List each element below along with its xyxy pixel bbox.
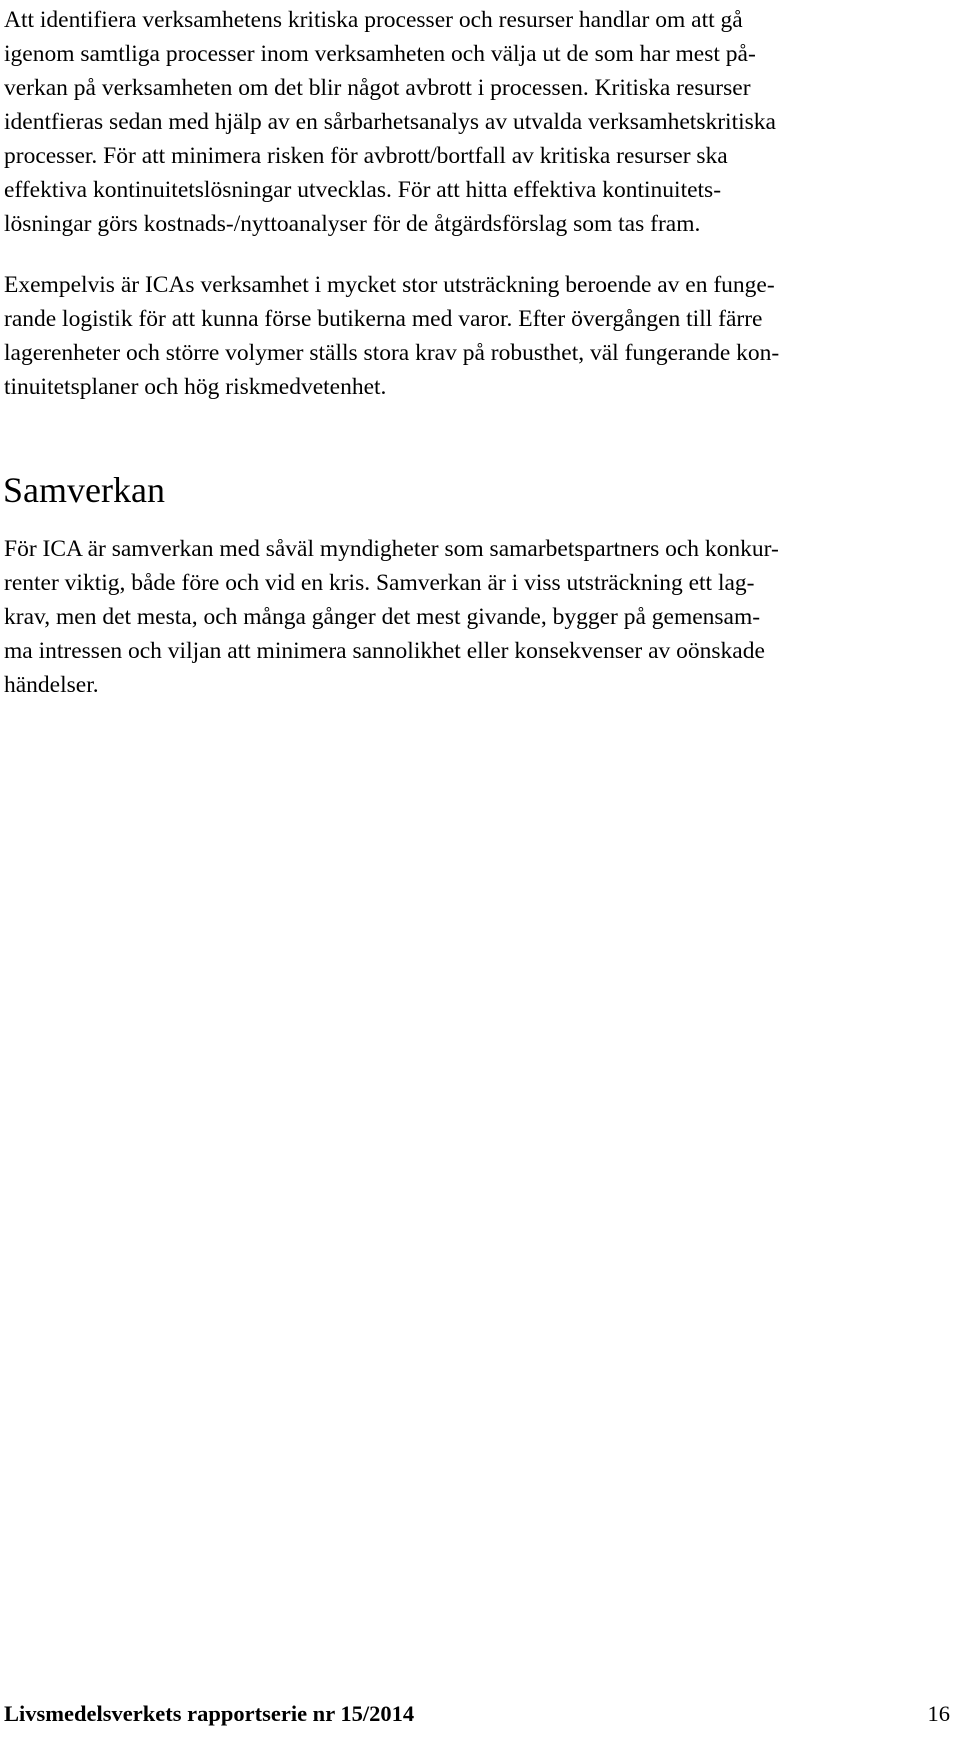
text-line: identfieras sedan med hjälp av en sårbarhetsanalys av utvalda verksamhetskritiska xyxy=(4,109,776,135)
text-line: verkan på verksamheten om det blir något avbrott i processen. Kritiska resurser xyxy=(4,75,751,101)
text-line: ma intressen och viljan att minimera sannolikhet eller konsekvenser av oönskade xyxy=(4,638,765,664)
section-heading: Samverkan xyxy=(3,470,165,510)
text-line: händelser. xyxy=(4,672,99,698)
text-line: Att identifiera verksamhetens kritiska processer och resurser handlar om att gå xyxy=(4,7,743,33)
footer-divider xyxy=(4,1693,956,1694)
text-line: tinuitetsplaner och hög riskmedvetenhet. xyxy=(4,374,387,400)
footer-series-title: Livsmedelsverkets rapportserie nr 15/2014 xyxy=(4,1701,415,1726)
text-line: Exempelvis är ICAs verksamhet i mycket stor utsträckning beroende av en funge- xyxy=(4,272,775,298)
text-line: renter viktig, både före och vid en kris. Samverkan är i viss utsträckning ett lag- xyxy=(4,570,755,596)
text-line: effektiva kontinuitetslösningar utvecklas. För att hitta effektiva kontinuitets- xyxy=(4,177,722,203)
text-line: lagerenheter och större volymer ställs stora krav på robusthet, väl fungerande kon- xyxy=(4,340,780,366)
footer-page-number: 16 xyxy=(927,1701,950,1726)
text-line: igenom samtliga processer inom verksamheten och välja ut de som har mest på- xyxy=(4,41,756,67)
text-line: lösningar görs kostnads-/nyttoanalyser för de åtgärdsförslag som tas fram. xyxy=(4,211,701,237)
text-line: processer. För att minimera risken för avbrott/bortfall av kritiska resurser ska xyxy=(4,143,728,169)
text-line: För ICA är samverkan med såväl myndigheter som samarbetspartners och konkur- xyxy=(4,536,779,562)
text-line: rande logistik för att kunna förse butikerna med varor. Efter övergången till färre xyxy=(4,306,763,332)
text-line: krav, men det mesta, och många gånger det mest givande, bygger på gemensam- xyxy=(4,604,761,630)
